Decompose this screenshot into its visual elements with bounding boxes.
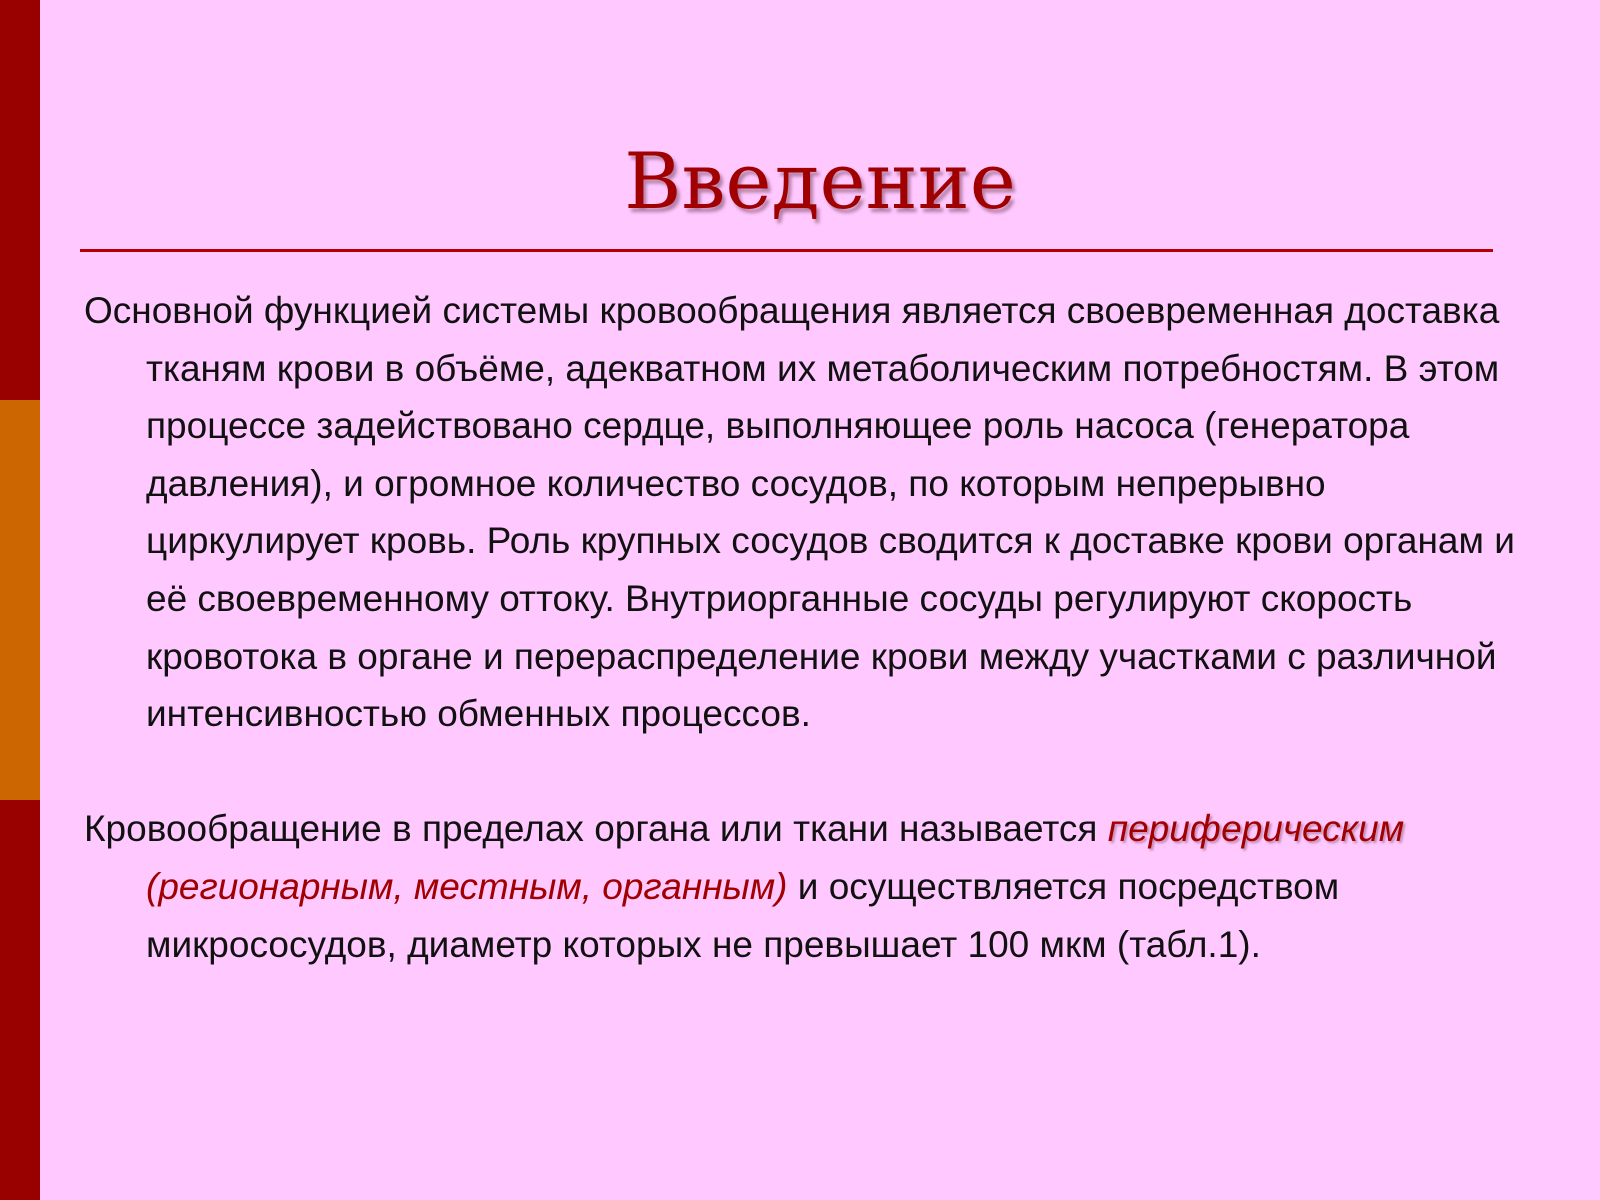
side-bar-middle-segment [0,400,40,800]
title-divider [80,249,1493,252]
paragraph-peripheral-circulation [84,800,1544,973]
slide-body [84,282,1544,973]
side-bar-bottom-segment [0,800,40,1200]
slide-title: Введение [624,137,1016,227]
term-synonyms: (регионарным, местным, органным) [146,865,788,907]
paragraph2-tail: и осуществляется посредством микрососудов, диаметр которых не превышает 100 мкм (табл.1). [146,865,1340,965]
term-peripheral: периферическим [1107,808,1405,850]
side-bar-top-segment [0,0,40,400]
decorative-side-bar [0,0,40,1200]
paragraph-circulation-function: Основной функцией системы кровообращения является своевременная доставка тканям крови в объёме, адекватном их метаболическим потребностям. В этом процессе задействовано сердце, выполняющее роль насоса (генератора давления), и огромное количество сосудов, по которым непрерывно циркулирует кровь. Роль крупных сосудов сводится к доставке крови органам и её своевременному оттоку. Внутриорганные сосуды регулируют скорость кровотока в органе и перераспределение крови между участками с различной интенсивностью обменных процессов. [84,290,1515,735]
paragraph2-lead: Кровообращение в пределах органа или ткани называется [84,808,1108,850]
